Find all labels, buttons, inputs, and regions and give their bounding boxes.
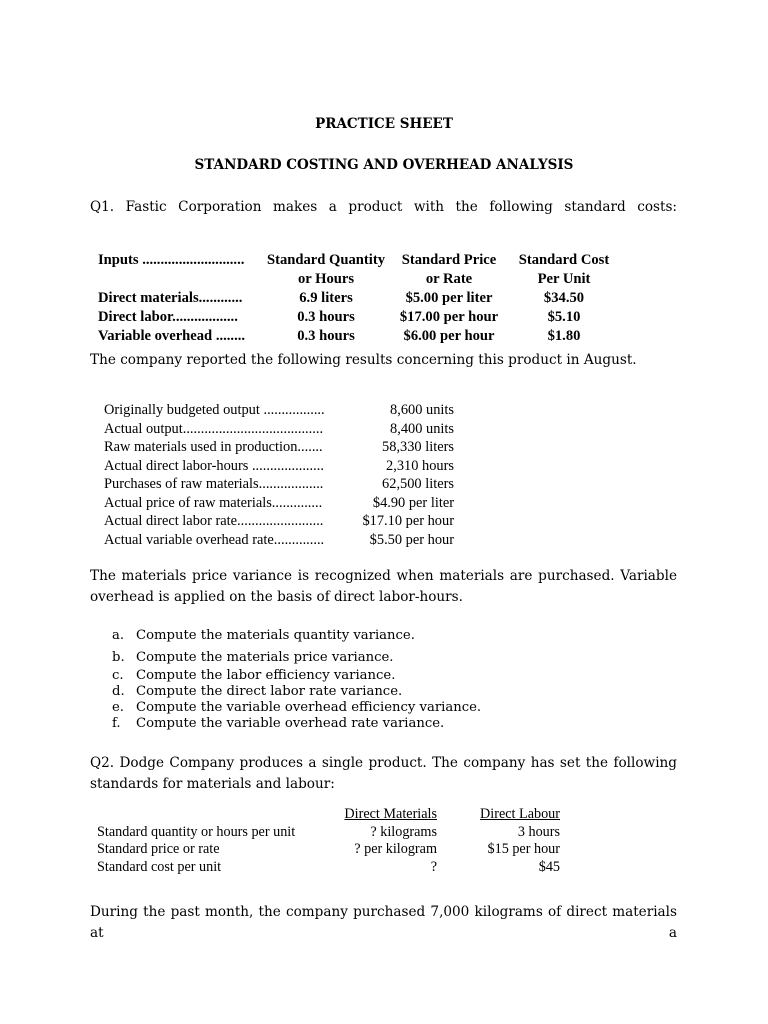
row-value: 58,330 liters <box>382 439 454 455</box>
row-label: Actual direct labor-hours .................... <box>104 457 324 474</box>
table-cell: $45 <box>538 858 560 875</box>
list-text: Compute the labor efficiency variance. <box>136 668 396 683</box>
header-cell: or Hours <box>297 271 355 287</box>
list-marker: b. <box>112 650 125 665</box>
header-cell: Inputs ............................ <box>98 252 245 268</box>
q2-intro: Q2. Dodge Company produces a single product. The company has set the following standards for materials and labour: <box>90 755 677 792</box>
document-title: PRACTICE SHEET <box>315 116 453 132</box>
row-label: Standard cost per unit <box>97 858 222 875</box>
row-label: Standard quantity or hours per unit <box>97 823 296 840</box>
table-row <box>97 824 567 842</box>
table-cell: 0.3 hours <box>297 309 355 325</box>
table-cell: Direct labor.................. <box>98 309 238 325</box>
table-cell: Variable overhead ........ <box>98 328 246 344</box>
list-text: Compute the variable overhead rate variance. <box>136 716 445 731</box>
table-cell: $5.00 per liter <box>405 290 493 306</box>
row-label: Originally budgeted output ................. <box>104 402 325 418</box>
table-row <box>97 841 567 859</box>
row-label: Standard price or rate <box>97 841 220 857</box>
table-row <box>104 495 454 514</box>
results-table <box>104 402 454 550</box>
row-label: Actual output....................................... <box>104 420 324 437</box>
table-row <box>104 476 454 495</box>
document-subtitle: STANDARD COSTING AND OVERHEAD ANALYSIS <box>194 157 574 173</box>
list-marker: d. <box>112 684 125 699</box>
table-row <box>104 402 454 421</box>
table-cell: 6.9 liters <box>299 290 353 306</box>
table-row <box>104 439 454 458</box>
header-cell: Direct Labour <box>480 806 560 822</box>
header-cell: Per Unit <box>537 271 591 287</box>
standards-table <box>97 806 567 876</box>
header-cell: Standard Cost <box>518 252 610 268</box>
row-value: 8,400 units <box>390 420 454 437</box>
header-cell: Standard Price <box>401 252 497 268</box>
table-row <box>97 859 567 877</box>
table-cell: $34.50 <box>543 290 585 306</box>
row-label: Actual price of raw materials.............. <box>104 494 323 511</box>
q1-intro: Q1. Fastic Corporation makes a product with the following standard costs: <box>90 199 677 215</box>
table-cell: Direct materials............ <box>98 290 243 306</box>
list-text: Compute the materials price variance. <box>136 650 394 665</box>
table-row <box>104 458 454 477</box>
list-marker: c. <box>112 668 124 683</box>
header-cell: Standard Quantity <box>267 252 385 268</box>
row-value: $5.50 per hour <box>369 531 454 548</box>
list-marker: e. <box>112 700 124 715</box>
table-row <box>104 532 454 551</box>
row-value: 8,600 units <box>390 402 454 418</box>
q2-continuation: During the past month, the company purchased 7,000 kilograms of direct materials at a <box>90 904 677 941</box>
list-marker: f. <box>112 716 121 731</box>
table-cell: 0.3 hours <box>297 328 355 344</box>
row-label: Raw materials used in production....... <box>104 439 323 455</box>
table-row <box>104 421 454 440</box>
table-cell: 3 hours <box>517 823 560 840</box>
row-value: 62,500 liters <box>382 476 454 492</box>
list-marker: a. <box>112 628 125 643</box>
row-label: Actual direct labor rate........................ <box>104 513 324 529</box>
table-cell: ? kilograms <box>370 823 437 840</box>
list-text: Compute the variable overhead efficiency variance. <box>136 700 482 715</box>
table-cell: $1.80 <box>547 328 581 344</box>
table-row <box>104 513 454 532</box>
table-cell: ? per kilogram <box>354 841 437 857</box>
table-cell: ? <box>430 858 437 875</box>
list-text: Compute the direct labor rate variance. <box>136 684 403 699</box>
row-value: $4.90 per liter <box>372 494 454 511</box>
table-header-row <box>97 806 567 824</box>
row-label: Purchases of raw materials.................. <box>104 476 324 492</box>
header-cell: or Rate <box>425 271 473 287</box>
table-cell: $17.00 per hour <box>399 309 499 325</box>
variance-note: The materials price variance is recognized when materials are purchased. Variable overhead is applied on the basis of direct labor-hours. <box>90 568 677 605</box>
header-cell: Direct Materials <box>344 806 437 822</box>
row-value: 2,310 hours <box>386 457 454 474</box>
list-text: Compute the materials quantity variance. <box>136 628 415 643</box>
table-cell: $15 per hour <box>487 841 560 857</box>
row-label: Actual variable overhead rate.............. <box>104 531 325 548</box>
row-value: $17.10 per hour <box>362 513 454 529</box>
table-cell: $6.00 per hour <box>403 328 495 344</box>
results-intro: The company reported the following results concerning this product in August. <box>90 352 637 368</box>
table-cell: $5.10 <box>547 309 581 325</box>
